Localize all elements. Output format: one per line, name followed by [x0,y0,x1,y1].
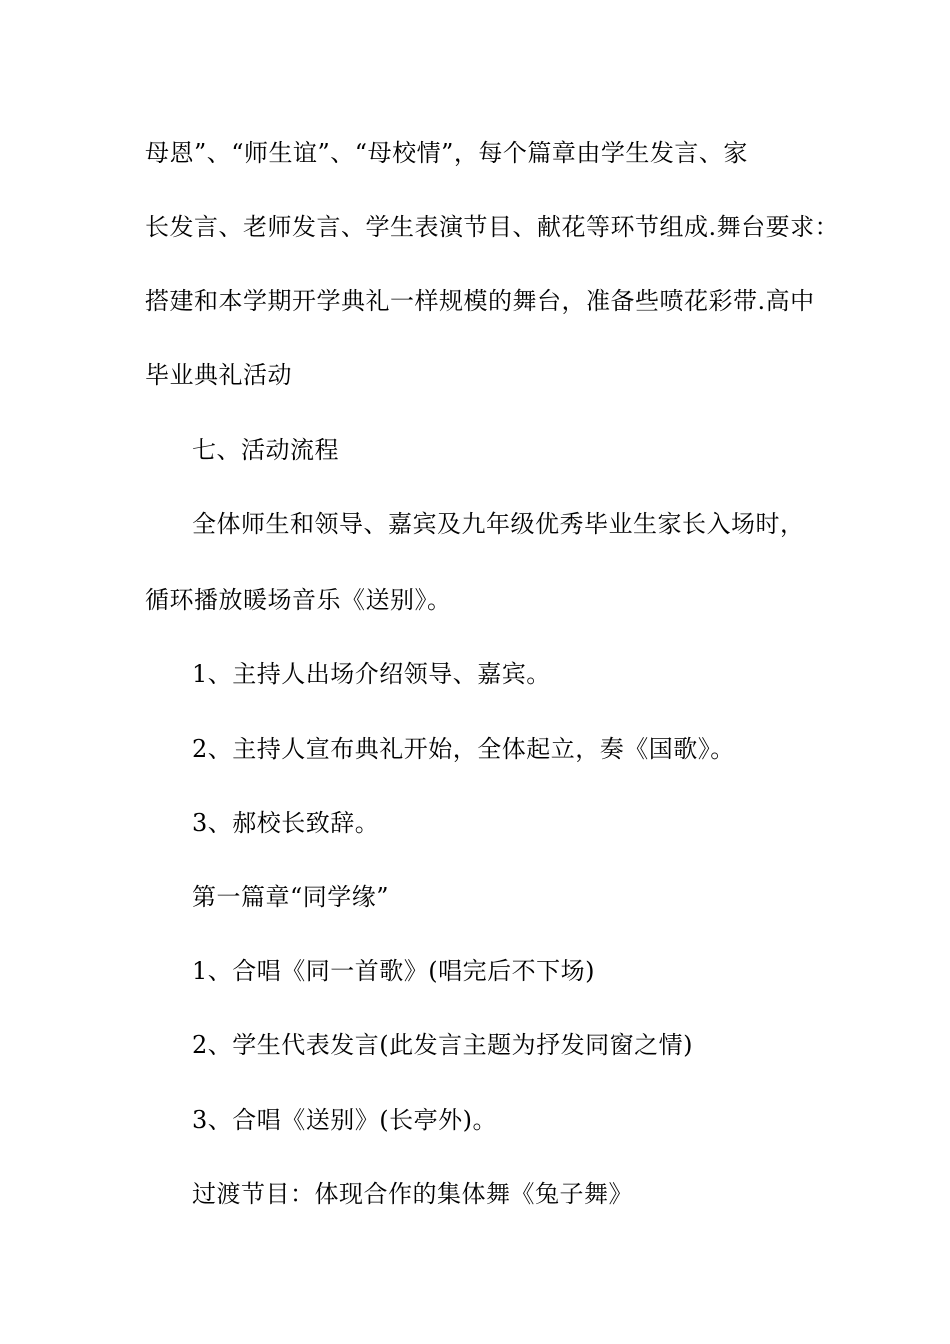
list-item-1: 1、主持人出场介绍领导、嘉宾。 [192,660,551,688]
transition-program: 过渡节目：体现合作的集体舞《兔子舞》 [192,1180,633,1208]
list-item-2: 2、主持人宣布典礼开始，全体起立，奏《国歌》。 [192,735,735,763]
chapter-item-3: 3、合唱《送别》(长亭外)。 [192,1106,497,1134]
paragraph-line-2: 长发言、老师发言、学生表演节目、献花等环节组成.舞台要求： [145,213,840,241]
list-item-3: 3、郝校长致辞。 [192,809,380,837]
section-heading-activity-flow: 七、活动流程 [192,436,339,464]
chapter-item-1: 1、合唱《同一首歌》(唱完后不下场) [192,957,595,985]
chapter-heading-1: 第一篇章“同学缘” [192,883,390,911]
paragraph-line-7: 循环播放暖场音乐《送别》。 [145,586,452,614]
paragraph-line-4: 毕业典礼活动 [145,361,292,389]
chapter-item-2: 2、学生代表发言(此发言主题为抒发同窗之情) [192,1031,693,1059]
paragraph-line-3: 搭建和本学期开学典礼一样规模的舞台，准备些喷花彩带.高中 [145,287,815,315]
paragraph-line-6: 全体师生和领导、嘉宾及九年级优秀毕业生家长入场时， [192,510,805,538]
paragraph-line-1: 母恩”、“师生谊”、“母校情”，每个篇章由学生发言、家 [145,139,748,167]
